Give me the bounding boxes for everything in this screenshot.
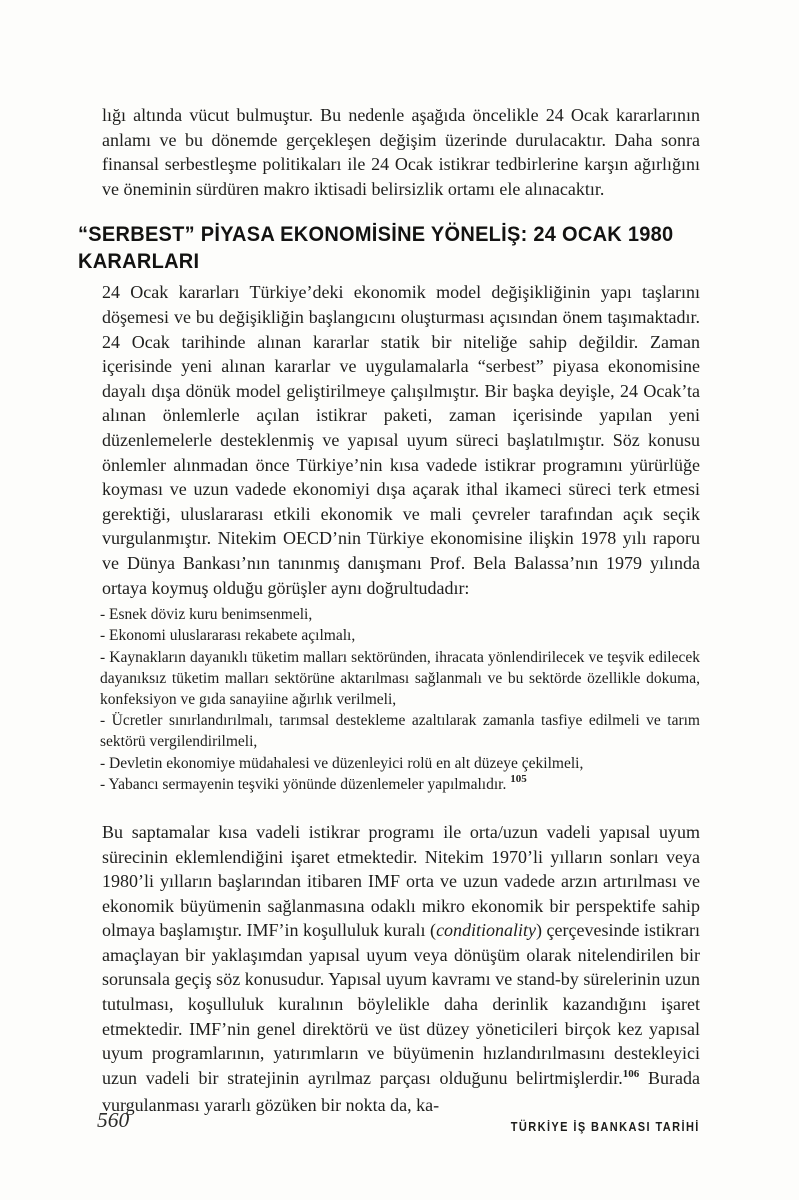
intro-paragraph: lığı altında vücut bulmuştur. Bu nedenle aşağıda öncelikle 24 Ocak kararlarının anlamı ve bu dönemde gerçekleşen değişim üzerinde durulacaktır. Daha sonra finansal serbestleşme politikaları ile 24 Ocak istikrar tedbirlerine karşın ağırlığını ve öneminin sürdüren makro iktisadi belirsizlik ortamı ele alınacaktır. [102, 105, 700, 199]
list-item [100, 774, 700, 797]
paragraph-2-text: Burada vurgulanması yararlı gözüken bir nokta da, ka- [102, 1067, 700, 1116]
running-title: TÜRKİYE İŞ BANKASI TARİHİ [510, 1120, 700, 1134]
bullet-list [100, 604, 700, 797]
list-item: - Kaynakların dayanıklı tüketim malları sektöründen, ihracata yönlendirilecek ve teşvik edilecek dayanıksız tüketim malları sektörüne aktarılması sağlanmalı ve bu sektörde özellikle dokuma, konfeksiyon ve gıda sanayiine ağırlık verilmeli, [100, 648, 700, 708]
list-item: - Ücretler sınırlandırılmalı, tarımsal destekleme azaltılarak zamanla tasfiye edilmeli ve tarım sektörü vergilendirilmeli, [100, 712, 700, 751]
section-heading-line2: KARARLARI [78, 249, 200, 274]
paragraph-2-text: ) çerçevesinde istikrarı amaçlayan bir yaklaşımdan yapısal uyum veya dönüşüm olarak nitelendirilen bir sorunsala geçiş söz konusudur. Yapısal uyum kavramı ve stand-by sürelerinin uzun tutulması, koşulluluk kuralının böylelikle daha derinlik kazandığını işaret etmektedir. IMF’nin genel direktörü ve üst düzey yöneticileri birçok kez yapısal uyum programlarının, yatırımların ve büyümenin hızlandırılmasını destekleyici uzun vadeli bir stratejinin ayrılmaz parçası olduğunu belirtmişlerdir. [102, 920, 700, 1088]
list-item-text: - Yabancı sermayenin teşviki yönünde düzenlemeler yapılmalıdır. [100, 775, 511, 793]
body-paragraph-2 [102, 820, 700, 1118]
page-number: 560 [97, 1108, 130, 1132]
body-paragraph-1: 24 Ocak kararları Türkiye’deki ekonomik model değişikliğinin yapı taşlarını döşemesi ve bu değişikliğin başlangıcını oluşturması açısından önem taşımaktadır. 24 Ocak tarihinde alınan kararlar statik bir niteliğe sahip değildir. Zaman içerisinde yeni alınan kararlar ve uygulamalarla “serbest” piyasa ekonomisine dayalı dışa dönük model geliştirilmeye çalışılmıştır. Bir başka deyişle, 24 Ocak’ta alınan önlemlerle açılan istikrar paketi, zaman içerisinde yapılan yeni düzenlemelerle desteklenmiş ve yapısal uyum süreci başlatılmıştır. Söz konusu önlemler alınmadan önce Türkiye’nin kısa vadede istikrar programını yürürlüğe koyması ve uzun vadede ekonomiyi dışa açarak ithal ikameci süreci terk etmesi gerektiği, uluslararası etkili ekonomik ve mali çevreler tarafından açık seçik vurgulanmıştır. Nitekim OECD’nin Türkiye ekonomisine ilişkin 1978 yılı raporu ve Dünya Bankası’nın tanınmış danışmanı Prof. Bela Balassa’nın 1979 yılında ortaya koymuş olduğu görüşler aynı doğrultudadır: [102, 282, 700, 598]
footnote-ref-105: 105 [510, 772, 527, 785]
paragraph-2-text: Bu saptamalar kısa vadeli istikrar programı ile orta/uzun vadeli yapısal uyum sürecinin eklemlendiğini işaret etmektedir. Nitekim 1970’li yılların sonları veya 1980’li yılların başlarından itibaren IMF orta ve uzun vadede arzın artırılması ve ekonomik büyümenin sağlanmasına odaklı mikro ekonomik bir perspektife sahip olmaya başlamıştır. IMF’in koşulluluk kuralı ( [102, 821, 700, 941]
list-item: - Esnek döviz kuru benimsenmeli, [100, 606, 313, 624]
section-heading [78, 221, 799, 275]
list-item: - Ekonomi uluslararası rekabete açılmalı, [100, 627, 356, 645]
section-heading-line1: “SERBEST” PİYASA EKONOMİSİNE YÖNELİŞ: 24 OCAK 1980 [78, 222, 674, 247]
list-item: - Devletin ekonomiye müdahalesi ve düzenleyici rolü en alt düzeye çekilmeli, [100, 754, 584, 772]
italic-term-conditionality: conditionality [436, 920, 537, 941]
footnote-ref-106: 106 [622, 1067, 640, 1080]
